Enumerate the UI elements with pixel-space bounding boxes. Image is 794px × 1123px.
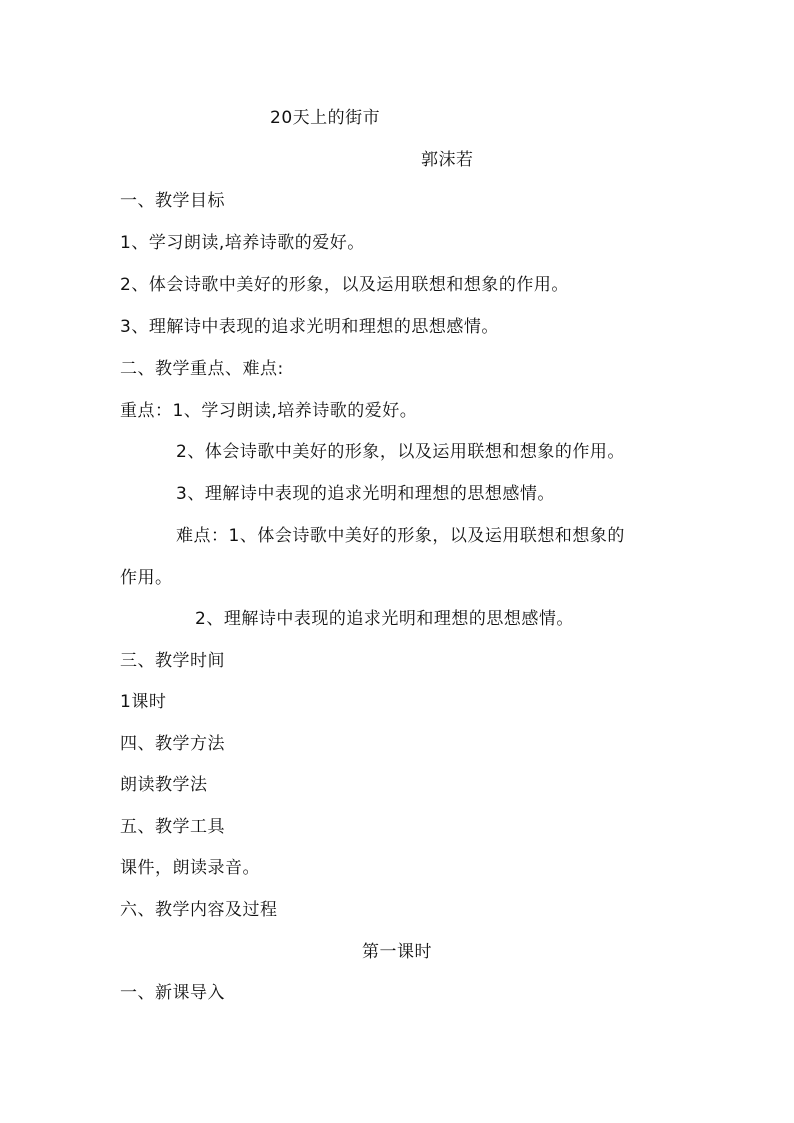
document-title: 20天上的街市 bbox=[270, 108, 381, 128]
document-author: 郭沫若 bbox=[421, 150, 474, 170]
objective-item-1: 1、学习朗读,培养诗歌的爱好。 bbox=[120, 233, 365, 253]
key-points-heading: 二、教学重点、难点: bbox=[120, 359, 284, 379]
tools-heading: 五、教学工具 bbox=[120, 817, 225, 837]
objective-item-3: 3、理解诗中表现的追求光明和理想的思想感情。 bbox=[120, 317, 499, 337]
method-value: 朗读教学法 bbox=[120, 775, 208, 795]
focus-item-2: 2、体会诗歌中美好的形象，以及运用联想和想象的作用。 bbox=[176, 442, 625, 462]
objective-item-2: 2、体会诗歌中美好的形象，以及运用联想和想象的作用。 bbox=[120, 275, 569, 295]
method-heading: 四、教学方法 bbox=[120, 734, 225, 754]
tools-value: 课件，朗读录音。 bbox=[120, 858, 260, 878]
difficulty-item-2: 2、理解诗中表现的追求光明和理想的思想感情。 bbox=[195, 609, 574, 629]
focus-item-1: 重点：1、学习朗读,培养诗歌的爱好。 bbox=[120, 401, 418, 421]
difficulty-item-1: 难点：1、体会诗歌中美好的形象，以及运用联想和想象的 bbox=[176, 526, 625, 546]
process-heading: 六、教学内容及过程 bbox=[120, 900, 278, 920]
time-heading: 三、教学时间 bbox=[120, 651, 225, 671]
time-value: 1课时 bbox=[120, 692, 167, 712]
period-title: 第一课时 bbox=[362, 942, 432, 962]
focus-item-3: 3、理解诗中表现的追求光明和理想的思想感情。 bbox=[176, 484, 555, 504]
first-step-heading: 一、新课导入 bbox=[120, 983, 225, 1003]
objectives-heading: 一、教学目标 bbox=[120, 191, 225, 211]
difficulty-item-1-cont: 作用。 bbox=[120, 568, 173, 588]
